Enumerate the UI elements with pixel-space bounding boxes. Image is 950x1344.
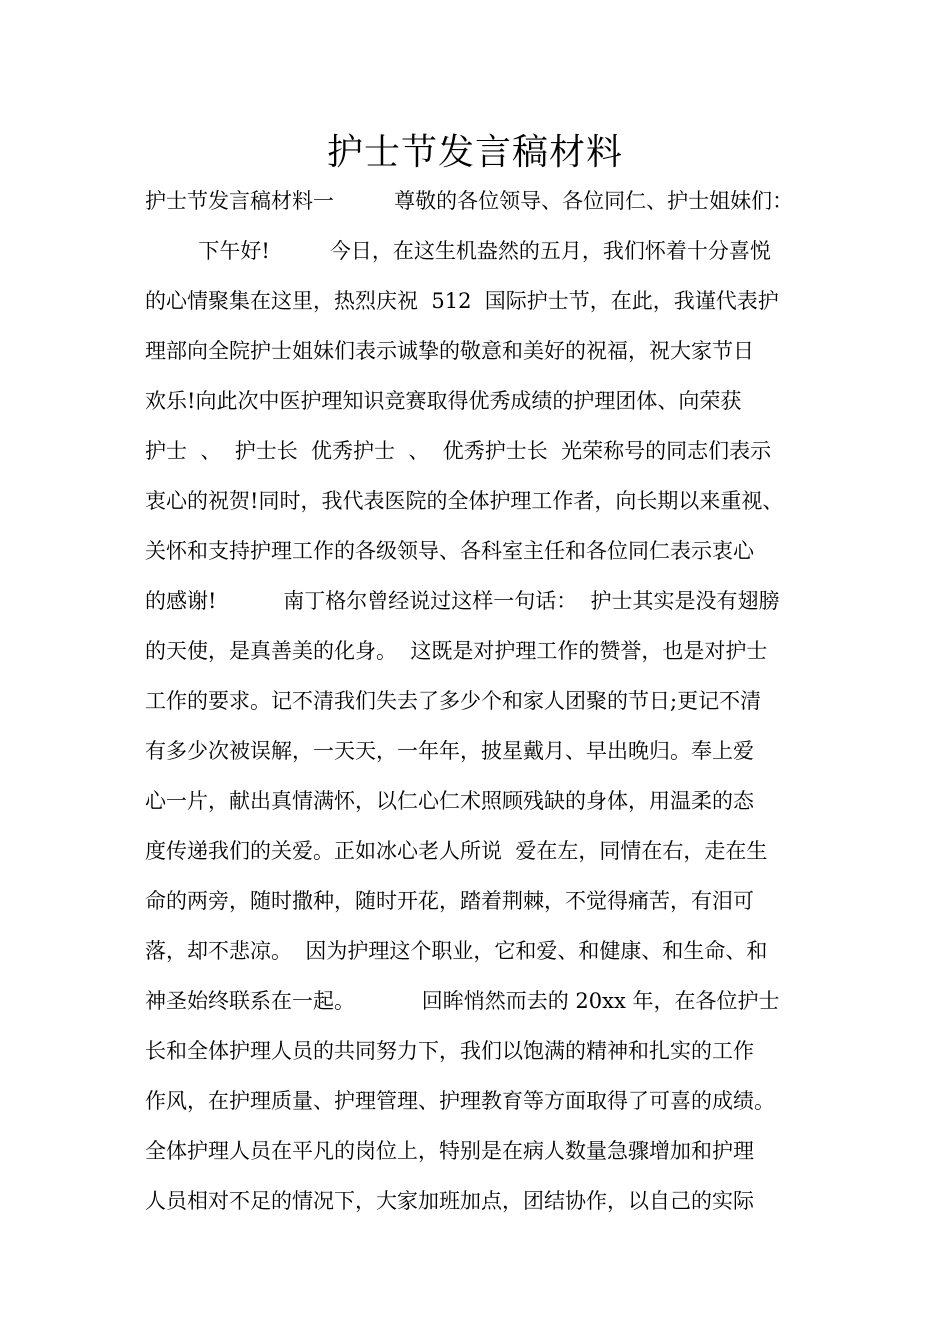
- text-line: 下午好! 今日，在这生机盎然的五月，我们怀着十分喜悦: [145, 239, 771, 263]
- text-line: 的心情聚集在这里，热烈庆祝 512 国际护士节，在此，我谨代表护: [145, 289, 779, 313]
- document-body: [145, 184, 835, 1234]
- text-line: 的感谢! 南丁格尔曾经说过这样一句话： 护士其实是没有翅膀: [145, 589, 780, 613]
- text-line: 理部向全院护士姐妹们表示诚挚的敬意和美好的祝福，祝大家节日: [145, 339, 754, 363]
- text-line: 度传递我们的关爱。正如冰心老人所说 爱在左，同情在右，走在生: [145, 839, 768, 863]
- text-line: 神圣始终联系在一起。 回眸悄然而去的 20xx 年，在各位护士: [145, 989, 780, 1013]
- text-line: 衷心的祝贺!同时，我代表医院的全体护理工作者，向长期以来重视、: [145, 489, 784, 513]
- text-line: 命的两旁，随时撒种，随时开花，踏着荆棘，不觉得痛苦，有泪可: [145, 889, 754, 913]
- text-line: 关怀和支持护理工作的各级领导、各科室主任和各位同仁表示衷心: [145, 539, 754, 563]
- text-line: 的天使，是真善美的化身。 这既是对护理工作的赞誉，也是对护士: [145, 639, 768, 663]
- document-title: 护士节发言稿材料: [326, 132, 623, 173]
- text-line: 护士节发言稿材料一 尊敬的各位领导、各位同仁、护士姐妹们：: [145, 189, 794, 213]
- text-line: 全体护理人员在平凡的岗位上，特别是在病人数量急骤增加和护理: [145, 1139, 754, 1163]
- text-line: 工作的要求。记不清我们失去了多少个和家人团聚的节日;更记不清: [145, 689, 762, 713]
- text-line: 心一片，献出真情满怀，以仁心仁术照顾残缺的身体，用温柔的态: [145, 789, 754, 813]
- text-line: 作风，在护理质量、护理管理、护理教育等方面取得了可喜的成绩。: [145, 1089, 775, 1113]
- text-line: 护士 、 护士长 优秀护士 、 优秀护士长 光荣称号的同志们表示: [145, 439, 772, 463]
- text-line: 长和全体护理人员的共同努力下，我们以饱满的精神和扎实的工作: [145, 1039, 754, 1063]
- text-line: 有多少次被误解，一天天，一年年，披星戴月、早出晚归。奉上爱: [145, 739, 754, 763]
- text-line: 落，却不悲凉。 因为护理这个职业，它和爱、和健康、和生命、和: [145, 939, 768, 963]
- text-line: 人员相对不足的情况下，大家加班加点，团结协作，以自己的实际: [145, 1189, 754, 1213]
- text-line: 欢乐!向此次中医护理知识竞赛取得优秀成绩的护理团体、向荣获: [145, 389, 742, 413]
